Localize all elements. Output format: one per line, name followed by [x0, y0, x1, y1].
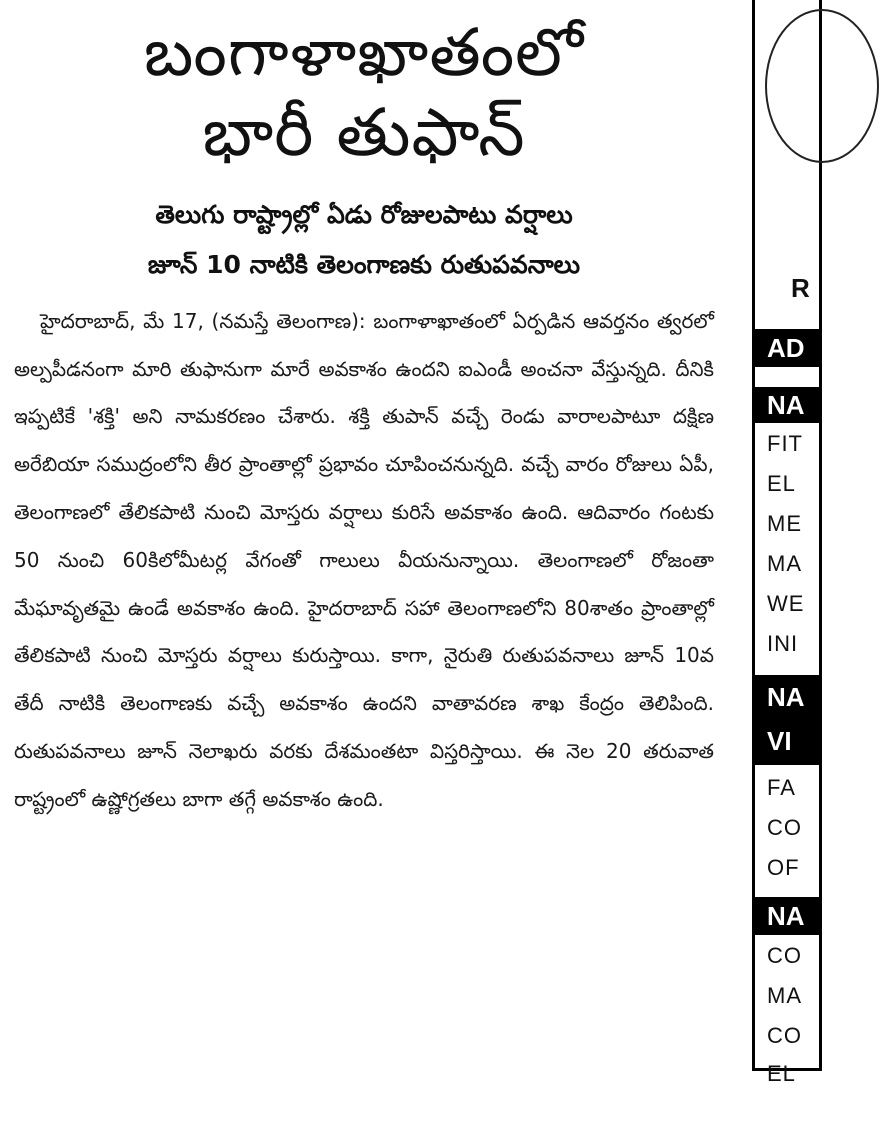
subheadline-1: తెలుగు రాష్ట్రాల్లో ఏడు రోజులపాటు వర్షాలు [155, 199, 573, 229]
ad-band-3-line-2: VI [767, 726, 792, 756]
ad-band-4: NA [755, 897, 819, 935]
headline-line-1: బంగాళాఖాతంలో [143, 14, 585, 91]
ad-item: INI [767, 631, 799, 656]
ad-item: EL [767, 471, 796, 496]
advertisement-column [752, 0, 822, 1086]
ad-item: MA [767, 983, 802, 1008]
ad-item: OF [767, 855, 800, 880]
ad-band-2: NA [755, 387, 819, 423]
ad-logo-circle [765, 9, 879, 163]
ad-item: FA [767, 775, 796, 800]
ad-band-3 [755, 675, 819, 765]
ad-item: WE [767, 591, 805, 616]
ad-item: CO [767, 815, 802, 840]
article-body: హైదరాబాద్, మే 17, (నమస్తే తెలంగాణ): బంగాళాఖాతంలో ఏర్పడిన ఆవర్తనం త్వరలో అల్పపీడనంగా మారి తుఫానుగా మారే అవకాశం ఉందని ఐఎండీ అంచనా వేస్తున్నది. దీనికి ఇప్పటికే 'శక్తి' అని నామకరణం చేశారు. శక్తి తుపాన్ వచ్చే రెండు వారాలపాటూ దక్షిణ అరేబియా సముద్రంలోని తీర ప్రాంతాల్లో ప్రభావం చూపించనున్నది. వచ్చే వారం రోజులు ఏపీ, తెలంగాణలో తేలికపాటి నుంచి మోస్తరు వర్షాలు కురిసే అవకాశం ఉంది. ఆదివారం గంటకు 50 నుంచి 60కిలోమీటర్ల వేగంతో గాలులు వీయనున్నాయి. తెలంగాణలో రోజంతా మేఘావృతమై ఉండే అవకాశం ఉంది. హైదరాబాద్ సహా తెలంగాణలోని 80శాతం ప్రాంతాల్లో తేలికపాటి నుంచి మోస్తరు వర్షాలు కురుస్తాయి. కాగా, నైరుతి రుతుపవనాలు జూన్ 10వ తేదీ నాటికి తెలంగాణకు వచ్చే అవకాశం ఉందని వాతావరణ శాఖ కేంద్రం తెలిపింది. రుతుపవనాలు జూన్ నెలాఖరు వరకు దేశమంతటా విస్తరిస్తాయి. ఈ నెల 20 తరువాత రాష్ట్రంలో ఉష్ణోగ్రతలు బాగా తగ్గే అవకాశం ఉంది. [14, 308, 714, 811]
ad-band-1: AD [755, 329, 819, 367]
ad-item: CO [767, 1023, 802, 1048]
ad-letter: R [791, 273, 810, 303]
headline [14, 16, 714, 170]
news-article [14, 0, 714, 1127]
ad-item: FIT [767, 431, 803, 456]
ad-item: MA [767, 551, 802, 576]
ad-item: CO [767, 943, 802, 968]
ad-band-3-line-1: NA [767, 682, 805, 712]
headline-line-2: భారీ తుఫాన్ [202, 93, 526, 171]
ad-item: EL [767, 1061, 796, 1086]
ad-item: ME [767, 511, 802, 536]
subheadline-2: జూన్ 10 నాటికి తెలంగాణకు రుతుపవనాలు [147, 249, 581, 279]
